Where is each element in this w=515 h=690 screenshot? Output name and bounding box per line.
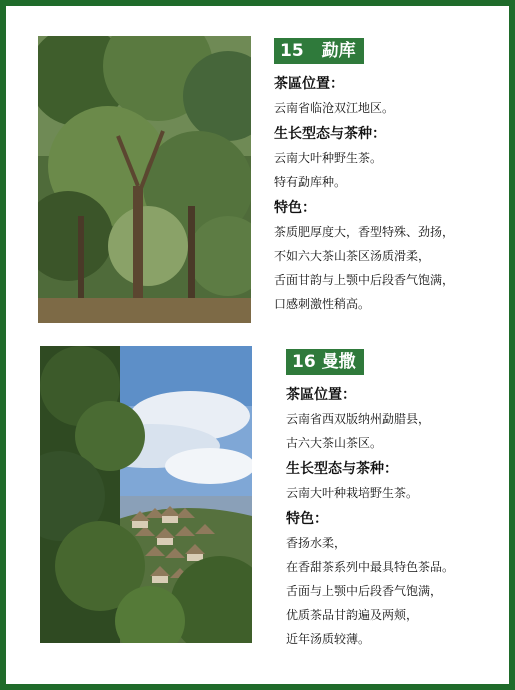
growth-heading: 生长型态与茶种： xyxy=(286,461,398,477)
feature-line: 口感刺激性稍高。 xyxy=(274,297,371,311)
feature-heading: 特色： xyxy=(274,200,316,216)
section-number: 15 xyxy=(280,41,304,61)
growth-line: 特有勐库种。 xyxy=(274,175,347,189)
menghai-tea-forest-photo xyxy=(38,36,251,323)
feature-line: 在香甜茶系列中最具特色茶品。 xyxy=(286,560,455,574)
feature-line: 优质茶品甘韵遍及两颊， xyxy=(286,608,419,622)
feature-line: 近年汤质较薄。 xyxy=(286,632,371,646)
growth-line: 云南大叶种栽培野生茶。 xyxy=(286,486,419,500)
growth-heading: 生长型态与茶种： xyxy=(274,126,386,142)
location-line: 云南省西双版纳州勐腊县， xyxy=(286,412,431,426)
section-16 xyxy=(286,349,508,655)
feature-line: 香扬水柔， xyxy=(286,536,347,550)
feature-line: 舌面与上颚中后段香气饱满， xyxy=(286,584,443,598)
section-title xyxy=(286,349,364,375)
section-name: 勐库 xyxy=(321,41,356,61)
location-line: 古六大茶山茶区。 xyxy=(286,436,383,450)
section-15 xyxy=(274,38,504,320)
feature-line: 舌面甘韵与上颚中后段香气饱满， xyxy=(274,273,455,287)
growth-line: 云南大叶种野生茶。 xyxy=(274,151,383,165)
section-number: 16 xyxy=(292,352,316,372)
section-name: 曼撒 xyxy=(321,352,356,372)
location-line: 云南省临沧双江地区。 xyxy=(274,101,395,115)
page xyxy=(6,6,509,684)
feature-heading: 特色： xyxy=(286,511,328,527)
feature-line: 不如六大茶山茶区汤质滑柔， xyxy=(274,249,431,263)
location-heading: 茶區位置： xyxy=(274,76,344,92)
feature-line: 茶质肥厚度大，香型特殊、劲扬， xyxy=(274,225,455,239)
location-heading: 茶區位置： xyxy=(286,387,356,403)
section-title xyxy=(274,38,364,64)
mansa-village-photo xyxy=(40,346,252,643)
